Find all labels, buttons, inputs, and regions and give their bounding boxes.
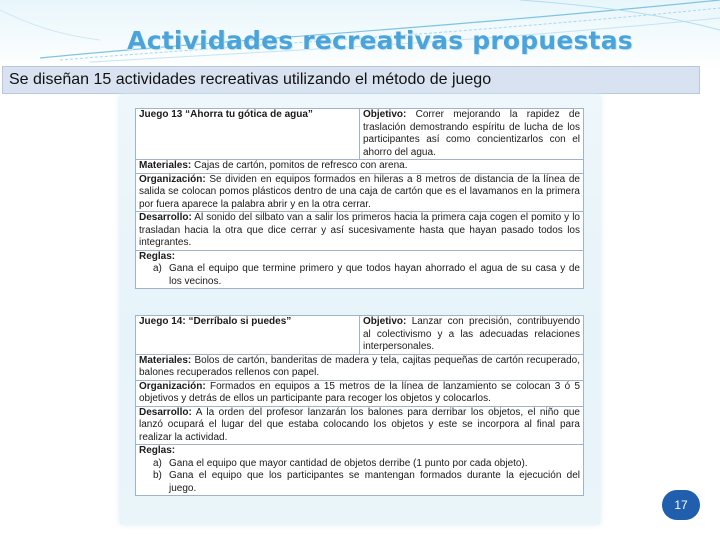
table-row [136, 250, 584, 289]
rule-text: Gana el equipo que mayor cantidad de objetos derribe (1 punto por cada objeto). [169, 457, 528, 469]
table-row [136, 109, 584, 160]
rule-item [139, 458, 580, 471]
development-label: Desarrollo: [139, 406, 192, 418]
rule-text: Gana el equipo que los participantes se mantengan formados durante la ejecución del juego. [169, 470, 580, 494]
materials-text: Cajas de cartón, pomitos de refresco con arena. [194, 160, 408, 171]
table-row [136, 316, 584, 355]
materials-cell [136, 354, 584, 380]
organization-cell [136, 173, 584, 212]
slide-subtitle: Se diseñan 15 actividades recreativas utilizando el método de juego [9, 71, 492, 88]
slide-title: Actividades recreativas propuestas [127, 26, 633, 55]
table-row [136, 212, 584, 251]
rule-text: Gana el equipo que termine primero y que todos hayan ahorrado el agua de su casa y de los vecinos. [169, 263, 580, 287]
development-cell [136, 406, 584, 445]
game-name: Juego 13 “Ahorra tu gótica de agua” [139, 109, 313, 120]
rule-marker: a) [153, 263, 162, 274]
subtitle-bar [2, 66, 700, 94]
objective-text: Correr mejorando la rapidez de traslación demostrando espíritu de lucha de los participantes así como concientizarlos con el ahorro del agua. [363, 109, 581, 158]
materials-label: Materiales: [139, 160, 192, 171]
table-row [136, 160, 584, 174]
organization-text: Formados en equipos a 15 metros de la línea de lanzamiento se colocan 3 ó 5 objetivos y detrás de ellos un participante para recoger los objetos y colocarlos. [139, 380, 581, 404]
game-name-cell [136, 109, 360, 160]
development-cell [136, 212, 584, 251]
materials-label: Materiales: [139, 354, 192, 366]
rule-marker: b) [153, 470, 162, 481]
table-row [136, 380, 584, 406]
table-row [136, 445, 584, 496]
objective-text: Lanzar con precisión, contribuyendo al colectivismo y a las adecuadas relaciones interpersonales. [363, 316, 581, 352]
materials-cell [136, 160, 584, 174]
organization-label: Organización: [139, 380, 206, 392]
rule-item [139, 470, 580, 495]
table-row [136, 173, 584, 212]
objective-label: Objetivo: [363, 109, 407, 120]
objective-cell [360, 316, 584, 355]
game-name: Juego 14: “Derríbalo si puedes” [139, 316, 292, 327]
organization-label: Organización: [139, 173, 206, 185]
rules-label: Reglas: [139, 445, 176, 456]
development-text: A la orden del profesor lanzarán los balones para derribar los objetos, el niño que lanzó ocupará el lugar del que estaba colocando los objetos y este se incorpora al final para realizar la actividad. [139, 406, 580, 443]
rules-cell [136, 250, 584, 289]
rule-item [139, 263, 580, 288]
development-label: Desarrollo: [139, 212, 192, 223]
table-row [136, 406, 584, 445]
page-number-badge: 17 [662, 490, 700, 520]
objective-label: Objetivo: [363, 316, 407, 327]
organization-text: Se dividen en equipos formados en hileras a 8 metros de distancia de la línea de salida se colocan pomos plásticos dentro de una caja de cartón que es el lavamanos en la primera por fuera aparece la palabra abrir y en la otra cerrar. [139, 173, 580, 210]
development-text: Al sonido del silbato van a salir los primeros hacia la primera caja cogen el pomito y lo trasladan hacia la otra que dice cerrar y así sucesivamente hasta que hayan pasado todos los integrantes. [139, 212, 580, 248]
materials-text: Bolos de cartón, banderitas de madera y tela, cajitas pequeñas de cartón recuperado, balones recuperados rellenos con papel. [139, 354, 580, 378]
objective-cell [360, 109, 584, 160]
rules-cell [136, 445, 584, 496]
table-row [136, 354, 584, 380]
rule-marker: a) [153, 457, 162, 469]
rules-label: Reglas: [139, 250, 176, 262]
organization-cell [136, 380, 584, 406]
game-13-table [135, 108, 584, 289]
game-14-table [135, 315, 584, 496]
game-name-cell [136, 316, 360, 355]
